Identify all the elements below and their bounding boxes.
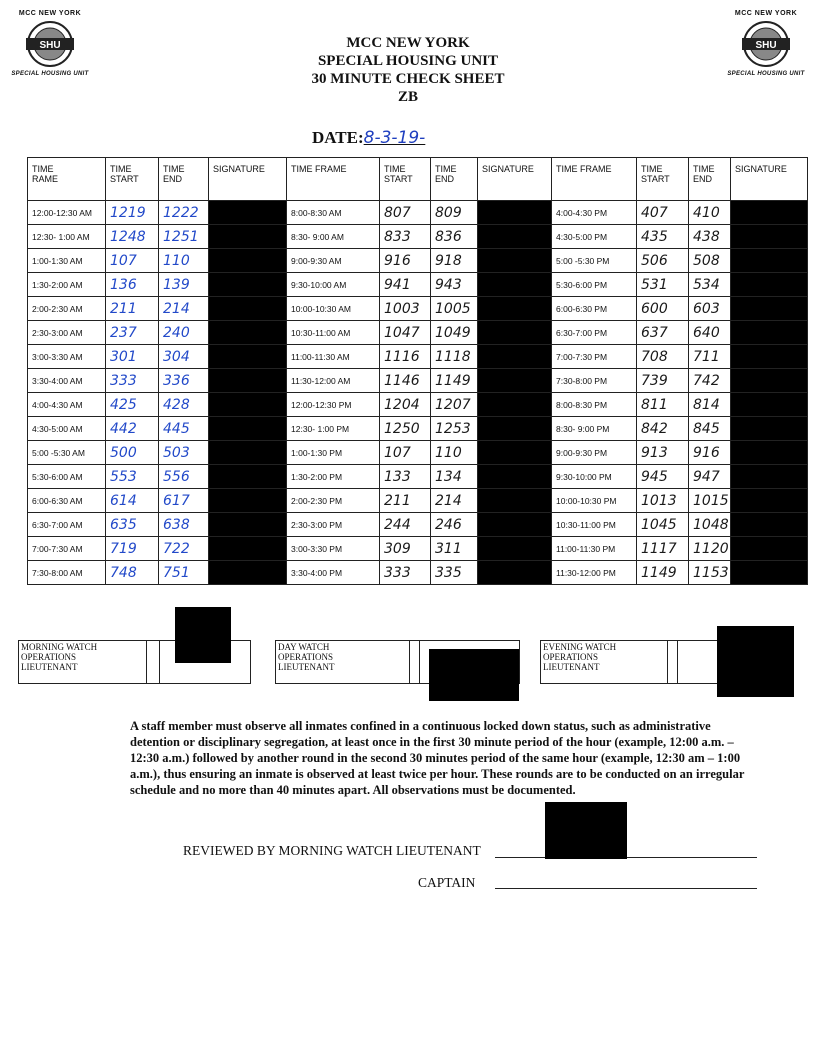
redaction-day-signature bbox=[429, 649, 519, 701]
signature-cell bbox=[731, 561, 808, 585]
col-header-time-start: TIME START bbox=[106, 158, 159, 201]
table-row bbox=[28, 321, 808, 345]
divider bbox=[409, 641, 410, 683]
time-end-cell: 947 bbox=[689, 465, 731, 489]
time-end-cell: 751 bbox=[159, 561, 209, 585]
time-frame-cell: 1:30-2:00 PM bbox=[287, 465, 380, 489]
signature-cell bbox=[731, 225, 808, 249]
time-frame-cell: 12:00-12:30 AM bbox=[28, 201, 106, 225]
time-frame-cell: 9:30-10:00 PM bbox=[552, 465, 637, 489]
time-end-cell: 845 bbox=[689, 417, 731, 441]
table-row bbox=[28, 489, 808, 513]
time-frame-cell: 7:30-8:00 PM bbox=[552, 369, 637, 393]
time-start-cell: 425 bbox=[106, 393, 159, 417]
time-frame-cell: 6:30-7:00 PM bbox=[552, 321, 637, 345]
time-frame-cell: 5:30-6:00 PM bbox=[552, 273, 637, 297]
signature-cell bbox=[478, 513, 552, 537]
emblem-text: SHU bbox=[755, 40, 777, 51]
time-end-cell: 1015 bbox=[689, 489, 731, 513]
logo-top-text: MCC NEW YORK bbox=[18, 10, 82, 17]
signature-cell bbox=[209, 561, 287, 585]
col-header-time-frame: TIME FRAME bbox=[287, 158, 380, 201]
header-line-4: ZB bbox=[397, 89, 418, 105]
time-frame-cell: 10:00-10:30 AM bbox=[287, 297, 380, 321]
time-start-cell: 136 bbox=[106, 273, 159, 297]
signature-cell bbox=[731, 345, 808, 369]
date-value: 8-3-19- bbox=[363, 128, 426, 148]
time-start-cell: 1116 bbox=[380, 345, 431, 369]
time-frame-cell: 5:00 -5:30 PM bbox=[552, 249, 637, 273]
table-header-row bbox=[28, 158, 808, 201]
time-start-cell: 211 bbox=[106, 297, 159, 321]
time-frame-cell: 11:30-12:00 PM bbox=[552, 561, 637, 585]
time-frame-cell: 4:00-4:30 AM bbox=[28, 393, 106, 417]
time-end-cell: 1207 bbox=[431, 393, 478, 417]
signature-cell bbox=[209, 345, 287, 369]
col-header-signature: SIGNATURE bbox=[209, 158, 287, 201]
time-end-cell: 139 bbox=[159, 273, 209, 297]
time-start-cell: 637 bbox=[637, 321, 689, 345]
time-frame-cell: 2:00-2:30 AM bbox=[28, 297, 106, 321]
signature-cell bbox=[209, 489, 287, 513]
time-end-cell: 1049 bbox=[431, 321, 478, 345]
time-start-cell: 1204 bbox=[380, 393, 431, 417]
time-end-cell: 508 bbox=[689, 249, 731, 273]
time-end-cell: 814 bbox=[689, 393, 731, 417]
col-header-time-end: TIME END bbox=[689, 158, 731, 201]
table-body bbox=[28, 201, 808, 585]
time-start-cell: 1013 bbox=[637, 489, 689, 513]
time-end-cell: 1120 bbox=[689, 537, 731, 561]
signature-cell bbox=[731, 393, 808, 417]
time-frame-cell: 6:30-7:00 AM bbox=[28, 513, 106, 537]
time-end-cell: 336 bbox=[159, 369, 209, 393]
time-start-cell: 407 bbox=[637, 201, 689, 225]
time-start-cell: 1117 bbox=[637, 537, 689, 561]
time-frame-cell: 3:00-3:30 PM bbox=[287, 537, 380, 561]
signature-cell bbox=[731, 273, 808, 297]
divider bbox=[146, 641, 147, 683]
time-end-cell: 638 bbox=[159, 513, 209, 537]
signature-cell bbox=[209, 441, 287, 465]
table-row bbox=[28, 537, 808, 561]
time-frame-cell: 10:30-11:00 AM bbox=[287, 321, 380, 345]
table-row bbox=[28, 393, 808, 417]
time-start-cell: 531 bbox=[637, 273, 689, 297]
signature-cell bbox=[209, 417, 287, 441]
time-frame-cell: 11:00-11:30 PM bbox=[552, 537, 637, 561]
time-end-cell: 438 bbox=[689, 225, 731, 249]
time-start-cell: 107 bbox=[380, 441, 431, 465]
signature-cell bbox=[478, 321, 552, 345]
time-end-cell: 110 bbox=[159, 249, 209, 273]
time-start-cell: 133 bbox=[380, 465, 431, 489]
time-frame-cell: 5:00 -5:30 AM bbox=[28, 441, 106, 465]
time-start-cell: 708 bbox=[637, 345, 689, 369]
time-frame-cell: 9:00-9:30 AM bbox=[287, 249, 380, 273]
time-frame-cell: 4:30-5:00 PM bbox=[552, 225, 637, 249]
date-row bbox=[312, 128, 425, 148]
time-start-cell: 553 bbox=[106, 465, 159, 489]
logo-bottom-text: SPECIAL HOUSING UNIT bbox=[11, 71, 89, 77]
signature-cell bbox=[478, 561, 552, 585]
signature-cell bbox=[731, 321, 808, 345]
col-header-time-start: TIME START bbox=[380, 158, 431, 201]
signature-cell bbox=[731, 417, 808, 441]
signature-cell bbox=[478, 465, 552, 489]
time-end-cell: 246 bbox=[431, 513, 478, 537]
time-start-cell: 309 bbox=[380, 537, 431, 561]
time-start-cell: 1146 bbox=[380, 369, 431, 393]
time-frame-cell: 1:00-1:30 PM bbox=[287, 441, 380, 465]
time-start-cell: 1003 bbox=[380, 297, 431, 321]
time-start-cell: 913 bbox=[637, 441, 689, 465]
signature-cell bbox=[209, 465, 287, 489]
header-line-1: MCC NEW YORK bbox=[346, 35, 470, 51]
time-frame-cell: 10:30-11:00 PM bbox=[552, 513, 637, 537]
time-end-cell: 603 bbox=[689, 297, 731, 321]
time-frame-cell: 11:30-12:00 AM bbox=[287, 369, 380, 393]
logo-bottom-text: SPECIAL HOUSING UNIT bbox=[727, 71, 805, 77]
time-start-cell: 435 bbox=[637, 225, 689, 249]
time-frame-cell: 7:00-7:30 AM bbox=[28, 537, 106, 561]
date-label: DATE: bbox=[312, 128, 364, 147]
table-row bbox=[28, 513, 808, 537]
time-start-cell: 807 bbox=[380, 201, 431, 225]
time-end-cell: 1153 bbox=[689, 561, 731, 585]
time-end-cell: 1149 bbox=[431, 369, 478, 393]
time-frame-cell: 8:30- 9:00 AM bbox=[287, 225, 380, 249]
signature-cell bbox=[478, 297, 552, 321]
time-start-cell: 237 bbox=[106, 321, 159, 345]
time-end-cell: 428 bbox=[159, 393, 209, 417]
time-end-cell: 445 bbox=[159, 417, 209, 441]
time-end-cell: 556 bbox=[159, 465, 209, 489]
time-start-cell: 635 bbox=[106, 513, 159, 537]
captain-label: CAPTAIN bbox=[418, 875, 476, 890]
time-end-cell: 335 bbox=[431, 561, 478, 585]
time-start-cell: 333 bbox=[106, 369, 159, 393]
time-frame-cell: 8:00-8:30 PM bbox=[552, 393, 637, 417]
time-frame-cell: 10:00-10:30 PM bbox=[552, 489, 637, 513]
col-header-time-frame: TIME FRAME bbox=[552, 158, 637, 201]
time-frame-cell: 1:00-1:30 AM bbox=[28, 249, 106, 273]
time-start-cell: 719 bbox=[106, 537, 159, 561]
morning-watch-label: MORNING WATCH OPERATIONS LIEUTENANT bbox=[21, 642, 98, 672]
time-frame-cell: 4:00-4:30 PM bbox=[552, 201, 637, 225]
redaction-morning-signature bbox=[175, 607, 231, 663]
time-start-cell: 600 bbox=[637, 297, 689, 321]
time-frame-cell: 3:00-3:30 AM bbox=[28, 345, 106, 369]
time-start-cell: 833 bbox=[380, 225, 431, 249]
time-frame-cell: 8:30- 9:00 PM bbox=[552, 417, 637, 441]
time-frame-cell: 2:30-3:00 PM bbox=[287, 513, 380, 537]
table-row bbox=[28, 201, 808, 225]
time-end-cell: 640 bbox=[689, 321, 731, 345]
captain-signature-line bbox=[495, 888, 757, 889]
time-end-cell: 742 bbox=[689, 369, 731, 393]
time-start-cell: 211 bbox=[380, 489, 431, 513]
time-end-cell: 110 bbox=[431, 441, 478, 465]
time-frame-cell: 7:30-8:00 AM bbox=[28, 561, 106, 585]
signature-cell bbox=[209, 225, 287, 249]
signature-cell bbox=[478, 225, 552, 249]
header-line-3: 30 MINUTE CHECK SHEET bbox=[311, 71, 505, 87]
time-end-cell: 943 bbox=[431, 273, 478, 297]
time-start-cell: 1250 bbox=[380, 417, 431, 441]
time-end-cell: 214 bbox=[159, 297, 209, 321]
time-start-cell: 442 bbox=[106, 417, 159, 441]
redaction-reviewer-signature bbox=[545, 802, 627, 859]
table-row bbox=[28, 345, 808, 369]
time-end-cell: 617 bbox=[159, 489, 209, 513]
signature-cell bbox=[209, 273, 287, 297]
time-frame-cell: 9:00-9:30 PM bbox=[552, 441, 637, 465]
time-start-cell: 916 bbox=[380, 249, 431, 273]
time-end-cell: 134 bbox=[431, 465, 478, 489]
check-log-table bbox=[27, 157, 808, 585]
time-end-cell: 1222 bbox=[159, 201, 209, 225]
time-start-cell: 107 bbox=[106, 249, 159, 273]
document-header bbox=[0, 34, 816, 106]
table-row bbox=[28, 369, 808, 393]
col-header-time-end: TIME END bbox=[431, 158, 478, 201]
time-end-cell: 836 bbox=[431, 225, 478, 249]
time-frame-cell: 2:00-2:30 PM bbox=[287, 489, 380, 513]
signature-cell bbox=[731, 489, 808, 513]
time-end-cell: 1118 bbox=[431, 345, 478, 369]
time-end-cell: 1005 bbox=[431, 297, 478, 321]
time-start-cell: 244 bbox=[380, 513, 431, 537]
divider bbox=[159, 641, 160, 683]
time-end-cell: 1048 bbox=[689, 513, 731, 537]
signature-cell bbox=[731, 441, 808, 465]
time-frame-cell: 5:30-6:00 AM bbox=[28, 465, 106, 489]
time-end-cell: 304 bbox=[159, 345, 209, 369]
time-frame-cell: 4:30-5:00 AM bbox=[28, 417, 106, 441]
signature-cell bbox=[478, 249, 552, 273]
time-end-cell: 503 bbox=[159, 441, 209, 465]
signature-cell bbox=[209, 321, 287, 345]
table-row bbox=[28, 465, 808, 489]
time-end-cell: 711 bbox=[689, 345, 731, 369]
signature-cell bbox=[209, 369, 287, 393]
signature-cell bbox=[209, 513, 287, 537]
time-start-cell: 941 bbox=[380, 273, 431, 297]
table-row bbox=[28, 273, 808, 297]
signature-cell bbox=[478, 489, 552, 513]
time-end-cell: 722 bbox=[159, 537, 209, 561]
divider bbox=[419, 641, 420, 683]
signature-cell bbox=[731, 537, 808, 561]
reviewed-by-label: REVIEWED BY MORNING WATCH LIEUTENANT bbox=[183, 843, 481, 858]
signature-cell bbox=[478, 369, 552, 393]
time-start-cell: 945 bbox=[637, 465, 689, 489]
time-start-cell: 748 bbox=[106, 561, 159, 585]
time-start-cell: 333 bbox=[380, 561, 431, 585]
time-end-cell: 311 bbox=[431, 537, 478, 561]
signature-cell bbox=[209, 393, 287, 417]
time-frame-cell: 9:30-10:00 AM bbox=[287, 273, 380, 297]
time-frame-cell: 11:00-11:30 AM bbox=[287, 345, 380, 369]
table-row bbox=[28, 441, 808, 465]
signature-cell bbox=[478, 417, 552, 441]
col-header-signature: SIGNATURE bbox=[731, 158, 808, 201]
header-line-2: SPECIAL HOUSING UNIT bbox=[317, 53, 499, 69]
signature-cell bbox=[478, 537, 552, 561]
policy-paragraph: A staff member must observe all inmates confined in a continuous locked down status, such as administrative detention or disciplinary segregation, at least once in the first 30 minute period of the hour (example, 12:00 a.m. – 12:30 a.m.) followed by another round in the second 30 minutes period of the same hour (example, 12:30 am – 1:00 a.m.), thus ensuring an inmate is observed at least twice per hour. These rounds are to be conducted on an irregular schedule and no more than 40 minutes apart. All observations must be documented. bbox=[130, 719, 745, 797]
col-header-time-frame: TIME RAME bbox=[28, 158, 106, 201]
signature-cell bbox=[209, 201, 287, 225]
logo-top-text: MCC NEW YORK bbox=[734, 10, 798, 17]
signature-cell bbox=[731, 297, 808, 321]
signature-cell bbox=[209, 537, 287, 561]
time-end-cell: 918 bbox=[431, 249, 478, 273]
time-start-cell: 1219 bbox=[106, 201, 159, 225]
table-row bbox=[28, 225, 808, 249]
signature-cell bbox=[209, 297, 287, 321]
time-frame-cell: 3:30-4:00 AM bbox=[28, 369, 106, 393]
divider bbox=[667, 641, 668, 683]
signature-cell bbox=[731, 513, 808, 537]
signature-cell bbox=[731, 249, 808, 273]
time-start-cell: 739 bbox=[637, 369, 689, 393]
signature-cell bbox=[478, 393, 552, 417]
time-start-cell: 301 bbox=[106, 345, 159, 369]
time-start-cell: 500 bbox=[106, 441, 159, 465]
table-row bbox=[28, 417, 808, 441]
time-start-cell: 1045 bbox=[637, 513, 689, 537]
evening-watch-label: EVENING WATCH OPERATIONS LIEUTENANT bbox=[543, 642, 617, 672]
table-row bbox=[28, 297, 808, 321]
signature-cell bbox=[478, 201, 552, 225]
signature-cell bbox=[478, 273, 552, 297]
time-frame-cell: 6:00-6:30 AM bbox=[28, 489, 106, 513]
signature-cell bbox=[731, 201, 808, 225]
time-end-cell: 534 bbox=[689, 273, 731, 297]
time-frame-cell: 6:00-6:30 PM bbox=[552, 297, 637, 321]
redaction-evening-signature bbox=[717, 626, 794, 697]
signature-cell bbox=[478, 345, 552, 369]
time-frame-cell: 12:30- 1:00 AM bbox=[28, 225, 106, 249]
time-start-cell: 1047 bbox=[380, 321, 431, 345]
time-end-cell: 809 bbox=[431, 201, 478, 225]
time-end-cell: 410 bbox=[689, 201, 731, 225]
time-frame-cell: 12:00-12:30 PM bbox=[287, 393, 380, 417]
signature-cell bbox=[209, 249, 287, 273]
time-frame-cell: 1:30-2:00 AM bbox=[28, 273, 106, 297]
time-frame-cell: 2:30-3:00 AM bbox=[28, 321, 106, 345]
time-start-cell: 1248 bbox=[106, 225, 159, 249]
time-frame-cell: 12:30- 1:00 PM bbox=[287, 417, 380, 441]
emblem-text: SHU bbox=[39, 40, 61, 51]
time-start-cell: 811 bbox=[637, 393, 689, 417]
signature-cell bbox=[731, 369, 808, 393]
time-start-cell: 614 bbox=[106, 489, 159, 513]
time-start-cell: 842 bbox=[637, 417, 689, 441]
time-end-cell: 214 bbox=[431, 489, 478, 513]
time-end-cell: 1251 bbox=[159, 225, 209, 249]
day-watch-label: DAY WATCH OPERATIONS LIEUTENANT bbox=[278, 642, 335, 672]
col-header-time-start: TIME START bbox=[637, 158, 689, 201]
table-row bbox=[28, 561, 808, 585]
time-frame-cell: 8:00-8:30 AM bbox=[287, 201, 380, 225]
time-end-cell: 240 bbox=[159, 321, 209, 345]
signature-cell bbox=[478, 441, 552, 465]
col-header-time-end: TIME END bbox=[159, 158, 209, 201]
time-end-cell: 916 bbox=[689, 441, 731, 465]
signature-cell bbox=[731, 465, 808, 489]
col-header-signature: SIGNATURE bbox=[478, 158, 552, 201]
time-start-cell: 506 bbox=[637, 249, 689, 273]
divider bbox=[677, 641, 678, 683]
time-frame-cell: 3:30-4:00 PM bbox=[287, 561, 380, 585]
time-end-cell: 1253 bbox=[431, 417, 478, 441]
time-frame-cell: 7:00-7:30 PM bbox=[552, 345, 637, 369]
time-start-cell: 1149 bbox=[637, 561, 689, 585]
table-row bbox=[28, 249, 808, 273]
